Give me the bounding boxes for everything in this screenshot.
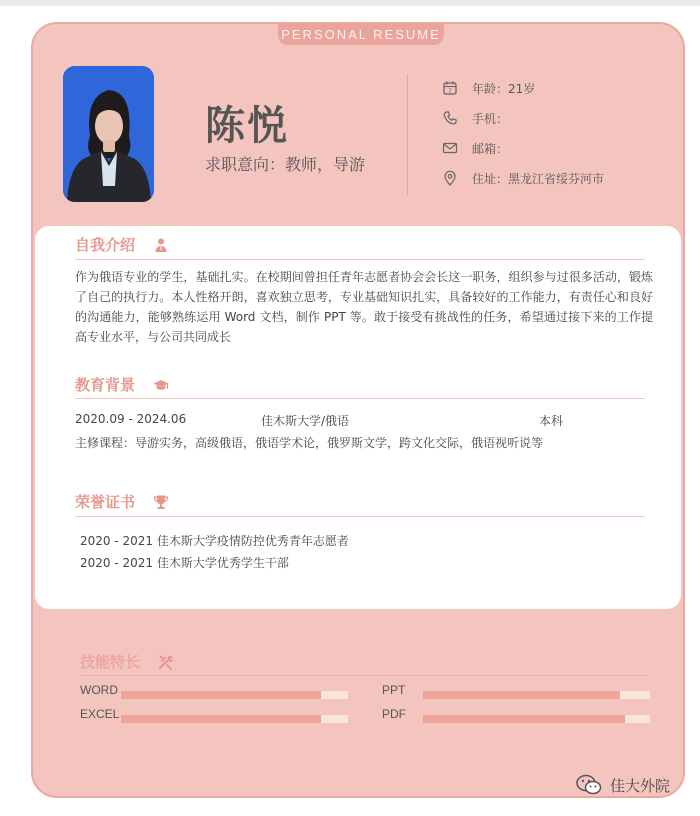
skill-bar-ppt xyxy=(423,691,650,699)
education-degree: 本科 xyxy=(539,414,564,428)
job-intent: 求职意向：教师，导游 xyxy=(205,155,366,174)
profile-photo xyxy=(63,66,154,202)
skill-bar-fill xyxy=(121,715,321,723)
phone-icon xyxy=(442,110,458,126)
skill-bar-excel xyxy=(121,715,348,723)
skill-bar-pdf xyxy=(423,715,650,723)
skill-label-ppt: PPT xyxy=(382,683,406,697)
skill-label-pdf: PDF xyxy=(382,707,406,721)
brand-label: 佳大外院 xyxy=(610,776,671,795)
skill-bar-fill xyxy=(423,691,620,699)
section-title-skills xyxy=(80,651,174,672)
resume-header-tab: PERSONAL RESUME xyxy=(278,24,444,45)
info-address xyxy=(442,168,604,188)
top-strip xyxy=(0,0,700,6)
skills-divider xyxy=(80,675,648,676)
trophy-icon xyxy=(153,494,169,510)
info-email-text: 邮箱： xyxy=(472,141,509,156)
info-phone-text: 手机： xyxy=(472,111,509,126)
info-email xyxy=(442,138,508,158)
section-title-honors xyxy=(75,491,169,512)
education-courses: 主修课程：导游实务，高级俄语，俄语学术论，俄罗斯文学，跨文化交际，俄语视听说等 xyxy=(75,436,544,450)
skill-label-excel: EXCEL xyxy=(80,707,120,721)
skills-title-text: 技能特长 xyxy=(80,653,141,671)
education-divider xyxy=(75,398,645,399)
skill-bar-word xyxy=(121,691,348,699)
info-age-text: 年龄：21岁 xyxy=(472,81,536,96)
education-title-text: 教育背景 xyxy=(75,376,136,394)
location-icon xyxy=(442,170,458,186)
mail-icon xyxy=(442,140,458,156)
svg-text:7: 7 xyxy=(448,89,452,95)
info-age xyxy=(442,78,535,98)
honors-title-text: 荣誉证书 xyxy=(75,493,136,511)
candidate-name: 陈悦 xyxy=(205,103,289,149)
person-icon xyxy=(153,237,169,253)
skill-bar-fill xyxy=(121,691,321,699)
tools-icon xyxy=(158,654,174,670)
section-title-education xyxy=(75,374,169,395)
skill-bar-fill xyxy=(423,715,625,723)
header-divider xyxy=(407,74,408,196)
intro-divider xyxy=(75,259,645,260)
wechat-icon xyxy=(576,774,602,796)
skill-label-word: WORD xyxy=(80,683,118,697)
intro-title-text: 自我介绍 xyxy=(75,236,136,254)
section-title-intro xyxy=(75,234,169,255)
calendar-icon xyxy=(442,80,458,96)
wechat-brand xyxy=(576,774,670,796)
intro-text: 作为俄语专业的学生，基础扎实。在校期间曾担任青年志愿者协会会长这一职务，组织参与过很多活动，锻炼了自己的执行力。本人性格开朗，喜欢独立思考，专业基础知识扎实，具备较好的工作能力，有责任心和良好的沟通能力，能够熟练运用 Word 文档，制作 PPT 等。敢于接受有挑战性的任务，希望通过接下来的工作提高专业水平，与公司共同成长 xyxy=(75,270,653,344)
info-address-text: 住址：黑龙江省绥芬河市 xyxy=(472,171,605,186)
honor-item: 2020 - 2021 佳木斯大学优秀学生干部 xyxy=(80,556,289,570)
info-phone xyxy=(442,108,508,128)
honors-divider xyxy=(75,516,645,517)
graduation-cap-icon xyxy=(153,377,169,393)
honor-item: 2020 - 2021 佳木斯大学疫情防控优秀青年志愿者 xyxy=(80,534,349,548)
education-school: 佳木斯大学/俄语 xyxy=(261,414,350,428)
education-period: 2020.09 - 2024.06 xyxy=(75,412,187,426)
